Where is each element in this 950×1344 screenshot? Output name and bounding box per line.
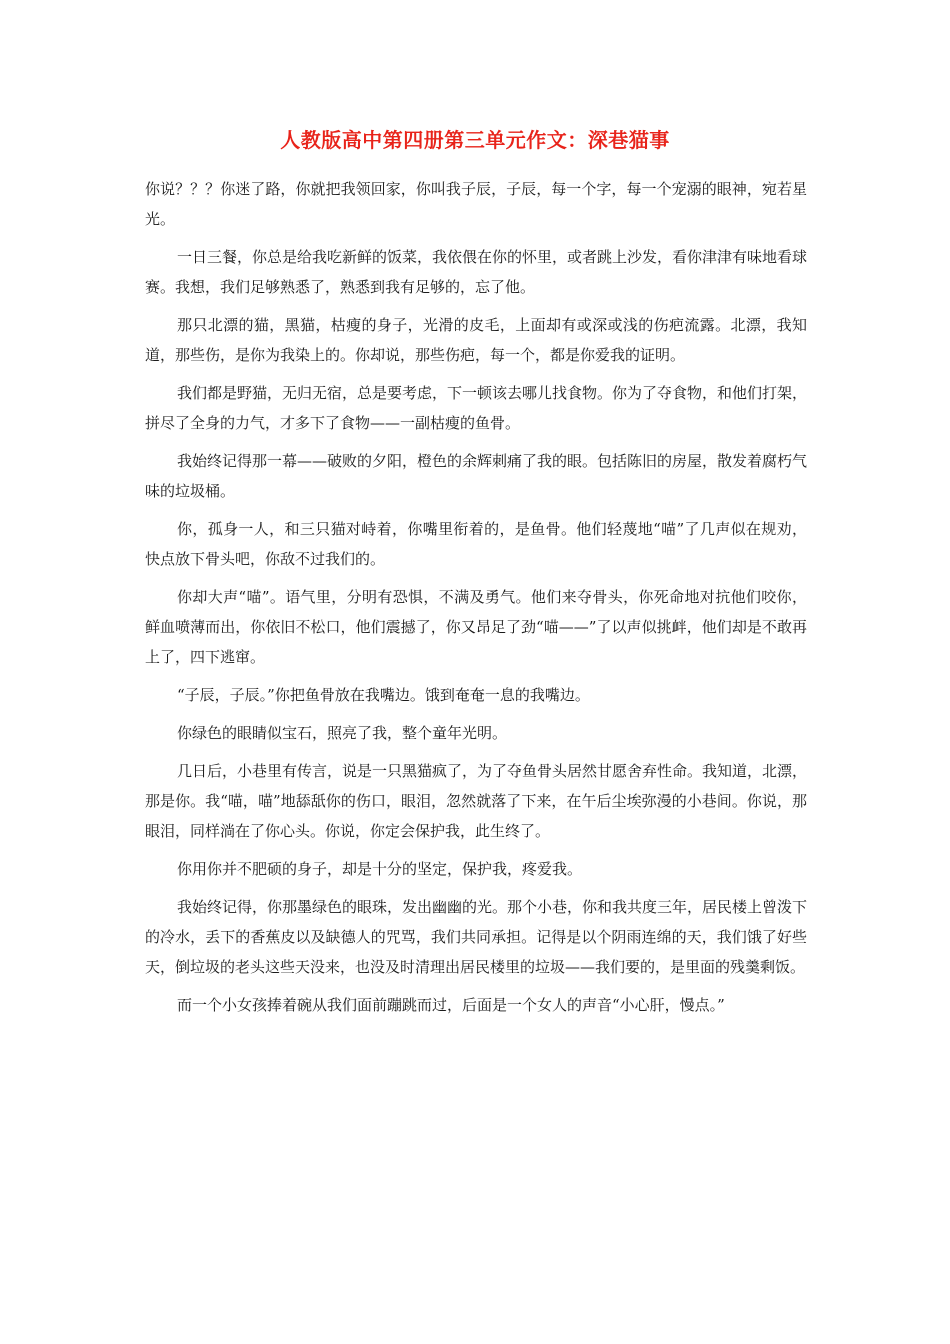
paragraph: 你用你并不肥硕的身子，却是十分的坚定，保护我，疼爱我。 xyxy=(177,860,583,878)
paragraph: “子辰，子辰。”你把鱼骨放在我嘴边。饿到奄奄一息的我嘴边。 xyxy=(177,686,590,704)
paragraph: 我始终记得，你那墨绿色的眼珠，发出幽幽的光。那个小巷，你和我共度三年，居民楼上曾泼下的冷水，丢下的香蕉皮以及缺德人的咒骂，我们共同承担。记得是以个阴雨连绵的天，我们饿了好些天，倒垃圾的老头这些天没来，也没及时清理出居民楼里的垃圾——我们要的，是里面的残羹剩饭。 xyxy=(145,898,808,976)
paragraph: 你却大声“喵”。语气里，分明有恐惧，不满及勇气。他们来夺骨头，你死命地对抗他们咬你，鲜血喷薄而出，你依旧不松口，他们震撼了，你又昂足了劲“喵——”了以声似挑衅，他们却是不敢再上了，四下逃窜。 xyxy=(145,588,807,666)
paragraph: 那只北漂的猫，黑猫，枯瘦的身子，光滑的皮毛，上面却有或深或浅的伤疤流露。北漂，我知道，那些伤，是你为我染上的。你却说，那些伤疤，每一个，都是你爱我的证明。 xyxy=(145,316,807,364)
paragraph: 你，孤身一人，和三只猫对峙着，你嘴里衔着的，是鱼骨。他们轻蔑地“喵”了几声似在规劝，快点放下骨头吧，你敌不过我们的。 xyxy=(145,520,807,568)
paragraph: 而一个小女孩捧着碗从我们面前蹦跳而过，后面是一个女人的声音“小心肝，慢点。” xyxy=(177,996,725,1014)
paragraph: 几日后，小巷里有传言，说是一只黑猫疯了，为了夺鱼骨头居然甘愿舍弃性命。我知道，北漂，那是你。我“喵，喵”地舔舐你的伤口，眼泪，忽然就落了下来，在午后尘埃弥漫的小巷间。你说，那眼泪，同样淌在了你心头。你说，你定会保护我，此生终了。 xyxy=(145,762,808,840)
paragraph: 我始终记得那一幕——破败的夕阳，橙色的余辉刺痛了我的眼。包括陈旧的房屋，散发着腐朽气味的垃圾桶。 xyxy=(145,452,808,500)
paragraph: 你说？？？你迷了路，你就把我领回家，你叫我子辰，子辰，每一个字，每一个宠溺的眼神，宛若星光。 xyxy=(145,180,807,228)
paragraph: 一日三餐，你总是给我吃新鲜的饭菜，我依偎在你的怀里，或者跳上沙发，看你津津有味地看球赛。我想，我们足够熟悉了，熟悉到我有足够的，忘了他。 xyxy=(145,248,808,296)
document-body xyxy=(145,174,807,1028)
document-title: 人教版高中第四册第三单元作文：深巷猫事 xyxy=(280,128,670,152)
paragraph: 我们都是野猫，无归无宿，总是要考虑，下一顿该去哪儿找食物。你为了夺食物，和他们打架，拼尽了全身的力气，才多下了食物——一副枯瘦的鱼骨。 xyxy=(145,384,808,432)
paragraph: 你绿色的眼睛似宝石，照亮了我，整个童年光明。 xyxy=(177,724,508,742)
